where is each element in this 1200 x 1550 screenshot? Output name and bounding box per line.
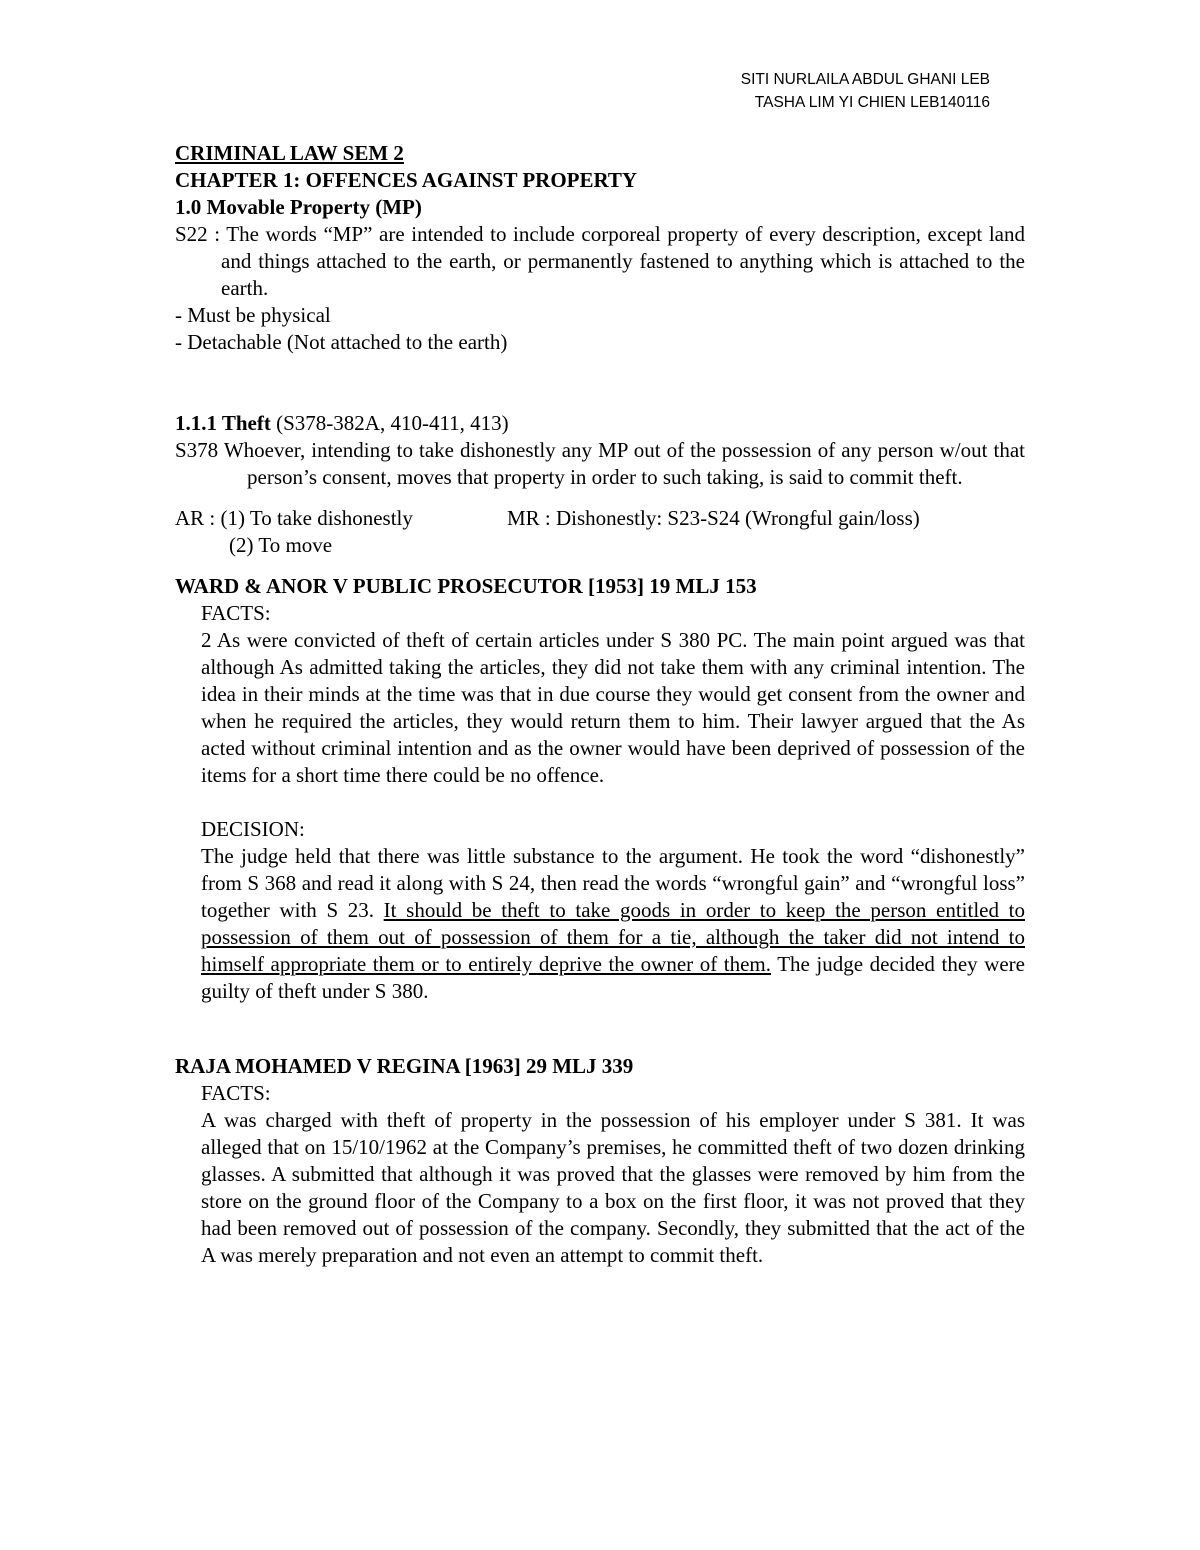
document-body: [175, 140, 1025, 1269]
case-body-raja: [175, 1080, 1025, 1269]
decision-text-start: The judge held that there was little substance to the argument. He took the word “dishonestly” from S 368 and read it along with S 24, then read the words “wrongful gain” and “wrongful loss” together with S 23.: [201, 844, 1025, 922]
page-header: [741, 68, 990, 114]
section-heading-theft: [175, 410, 1025, 437]
statute-s378-text: Whoever, intending to take dishonestly any MP out of the possession of any person w/out that person’s consent, moves that property in order to such taking, is said to commit theft.: [223, 438, 1025, 489]
list-item: - Detachable (Not attached to the earth): [175, 330, 508, 354]
facts-label: FACTS:: [201, 601, 271, 625]
facts-text: 2 As were convicted of theft of certain articles under S 380 PC. The main point argued was that although As admitted taking the articles, they did not take them with any criminal intention. The idea in their minds at the time was that in due course they would get consent from the owner and when he required the articles, they would return them to him. Their lawyer argued that the As acted without criminal intention and as the owner would have been deprived of possession of the items for a short time there could be no offence.: [201, 628, 1025, 787]
document-title: CRIMINAL LAW SEM 2: [175, 141, 404, 165]
decision-underlined-holding: It should be theft to take goods in order to keep the person entitled to possession of them out of possession of them for a tie, although the taker did not intend to himself appropriate them or to entirely deprive the owner of them.: [201, 898, 1025, 976]
case-body-ward: [175, 600, 1025, 1005]
facts-text: A was charged with theft of property in the possession of his employer under S 381. It was alleged that on 15/10/1962 at the Company’s premises, he committed theft of two dozen drinking glasses. A submitted that although it was proved that the glasses were removed by him from the store on the ground floor of the Company to a box on the first floor, it was not proved that they had been removed out of possession of the company. Secondly, they submitted that the act of the A was merely preparation and not even an attempt to commit theft.: [201, 1108, 1025, 1267]
decision-text: [201, 843, 1025, 1005]
statute-s378: [175, 437, 1025, 491]
header-author-2: TASHA LIM YI CHIEN LEB140116: [754, 94, 990, 111]
case-title-raja: RAJA MOHAMED V REGINA [1963] 29 MLJ 339: [175, 1054, 634, 1078]
list-item: - Must be physical: [175, 303, 331, 327]
decision-label: DECISION:: [201, 817, 305, 841]
statute-s22-label: S22 :: [175, 222, 227, 246]
statute-s22-text: The words “MP” are intended to include corporeal property of every description, except land and things attached to the earth, or permanently fastened to anything which is attached to the earth.: [221, 222, 1025, 300]
facts-label: FACTS:: [201, 1081, 271, 1105]
statute-s378-label: S378: [175, 438, 224, 462]
theft-heading-sections: (S378-382A, 410-411, 413): [270, 411, 509, 435]
actus-reus-line-2: (2) To move: [229, 533, 333, 557]
actus-reus-line-1: AR : (1) To take dishonestly: [175, 506, 413, 530]
statute-s22: [175, 221, 1025, 302]
theft-heading-bold: 1.1.1 Theft: [175, 411, 271, 435]
decision-text-end: The judge decided they were guilty of theft under S 380.: [201, 952, 1025, 1003]
case-title-ward: WARD & ANOR V PUBLIC PROSECUTOR [1953] 19 MLJ 153: [175, 574, 757, 598]
actus-reus-mens-rea-row: [175, 505, 1025, 532]
section-heading-movable-property: 1.0 Movable Property (MP): [175, 195, 422, 219]
chapter-title: CHAPTER 1: OFFENCES AGAINST PROPERTY: [175, 168, 638, 192]
header-author-1: SITI NURLAILA ABDUL GHANI LEB: [740, 71, 990, 88]
mens-rea-line: MR : Dishonestly: S23-S24 (Wrongful gain/loss): [507, 506, 920, 530]
